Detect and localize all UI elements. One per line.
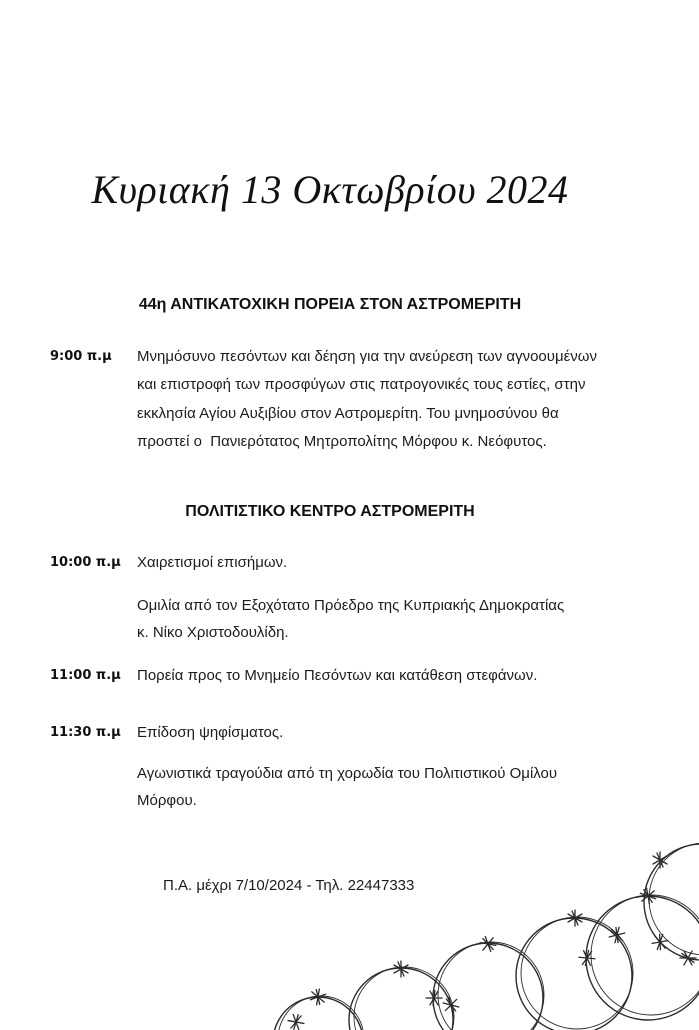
schedule-time: 11:30 π.μ [50, 725, 121, 740]
schedule-line: Μνημόσυνο πεσόντων και δέηση για την ανεύρεση των αγνοουμένων [137, 348, 598, 365]
schedule-line: Επίδοση ψηφίσματος. [137, 724, 284, 741]
schedule-line: Μόρφου. [137, 792, 197, 809]
schedule-line: Ομιλία από τον Εξοχότατο Πρόεδρο της Κυπριακής Δημοκρατίας [137, 597, 565, 614]
schedule-line: Αγωνιστικά τραγούδια από τη χορωδία του Πολιτιστικού Ομίλου [137, 765, 558, 782]
schedule-line: εκκλησία Αγίου Αυξιβίου στον Αστρομερίτη. Του μνημοσύνου θα [137, 404, 559, 422]
schedule-line: και επιστροφή των προσφύγων στις πατρογονικές τους εστίες, στην [137, 376, 586, 394]
schedule-line: προστεί ο Πανιερότατος Μητροπολίτης Μόρφου κ. Νεόφυτος. [137, 433, 547, 451]
barbed-wire-coils [273, 843, 699, 1030]
schedule-line: Χαιρετισμοί επισήμων. [137, 554, 288, 571]
schedule-line: κ. Νίκο Χριστοδουλίδη. [137, 624, 289, 641]
section-heading-march: 44η ΑΝΤΙΚΑΤΟΧΙΚΗ ΠΟΡΕΙΑ ΣΤΟΝ ΑΣΤΡΟΜΕΡΙΤΗ [138, 296, 522, 313]
schedule-time: 10:00 π.μ [50, 555, 121, 570]
event-date-title: Κυριακή 13 Οκτωβρίου 2024 [91, 167, 569, 212]
schedule-time: 11:00 π.μ [50, 668, 121, 683]
schedule-time: 9:00 π.μ [50, 349, 112, 364]
schedule-line: Πορεία προς το Μνημείο Πεσόντων και κατάθεση στεφάνων. [137, 667, 538, 684]
rsvp-contact-footer: Π.Α. μέχρι 7/10/2024 - Τηλ. 22447333 [163, 877, 415, 894]
barbed-wire-barbs [285, 852, 698, 1030]
section-heading-cultural-center: ΠΟΛΙΤΙΣΤΙΚΟ ΚΕΝΤΡΟ ΑΣΤΡΟΜΕΡΙΤΗ [185, 503, 475, 520]
